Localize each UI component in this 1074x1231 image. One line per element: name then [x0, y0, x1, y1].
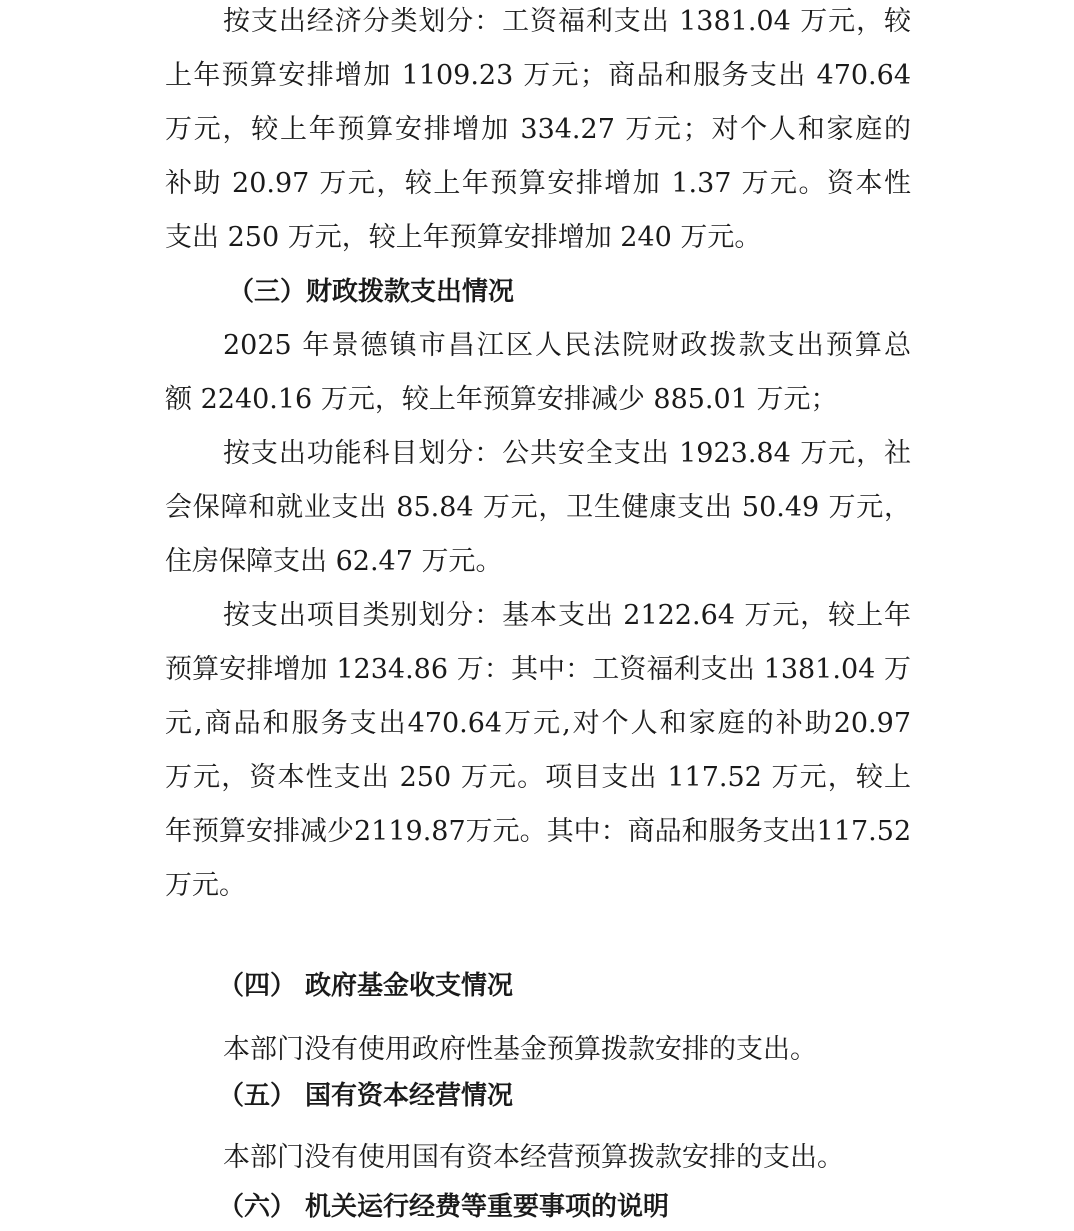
paragraph-line: 额 2240.16 万元，较上年预算安排减少 885.01 万元； — [165, 384, 838, 415]
paragraph-line: 本部门没有使用国有资本经营预算拨款安排的支出。 — [223, 1142, 844, 1173]
paragraph-line: 2025 年景德镇市昌江区人民法院财政拨款支出预算总 — [223, 330, 911, 361]
section-heading: （六） 机关运行经费等重要事项的说明 — [218, 1192, 670, 1222]
paragraph-line: 预算安排增加 1234.86 万：其中：工资福利支出 1381.04 万 — [165, 654, 911, 685]
paragraph-line: 按支出经济分类划分：工资福利支出 1381.04 万元，较 — [223, 6, 911, 37]
paragraph-line: 住房保障支出 62.47 万元。 — [165, 546, 503, 577]
paragraph-line: 万元，较上年预算安排增加 334.27 万元；对个人和家庭的 — [165, 114, 911, 145]
paragraph-line: 本部门没有使用政府性基金预算拨款安排的支出。 — [223, 1034, 817, 1065]
section-heading: （四） 政府基金收支情况 — [218, 971, 514, 1001]
paragraph-line: 按支出项目类别划分：基本支出 2122.64 万元，较上年 — [223, 600, 911, 631]
paragraph-line: 年预算安排减少2119.87万元。其中：商品和服务支出117.52 — [165, 816, 911, 847]
paragraph-line: 按支出功能科目划分：公共安全支出 1923.84 万元，社 — [223, 438, 911, 469]
paragraph-line: 上年预算安排增加 1109.23 万元；商品和服务支出 470.64 — [165, 60, 911, 91]
section-heading: （五） 国有资本经营情况 — [218, 1081, 514, 1111]
section-heading: （三）财政拨款支出情况 — [228, 277, 515, 307]
paragraph-line: 万元，资本性支出 250 万元。项目支出 117.52 万元，较上 — [165, 762, 911, 793]
paragraph-line: 会保障和就业支出 85.84 万元，卫生健康支出 50.49 万元， — [165, 492, 911, 523]
paragraph-line: 补助 20.97 万元，较上年预算安排增加 1.37 万元。资本性 — [165, 168, 911, 199]
paragraph-line: 支出 250 万元，较上年预算安排增加 240 万元。 — [165, 222, 762, 253]
paragraph-line: 万元。 — [165, 870, 246, 901]
paragraph-line: 元,商品和服务支出470.64万元,对个人和家庭的补助20.97 — [165, 708, 911, 739]
